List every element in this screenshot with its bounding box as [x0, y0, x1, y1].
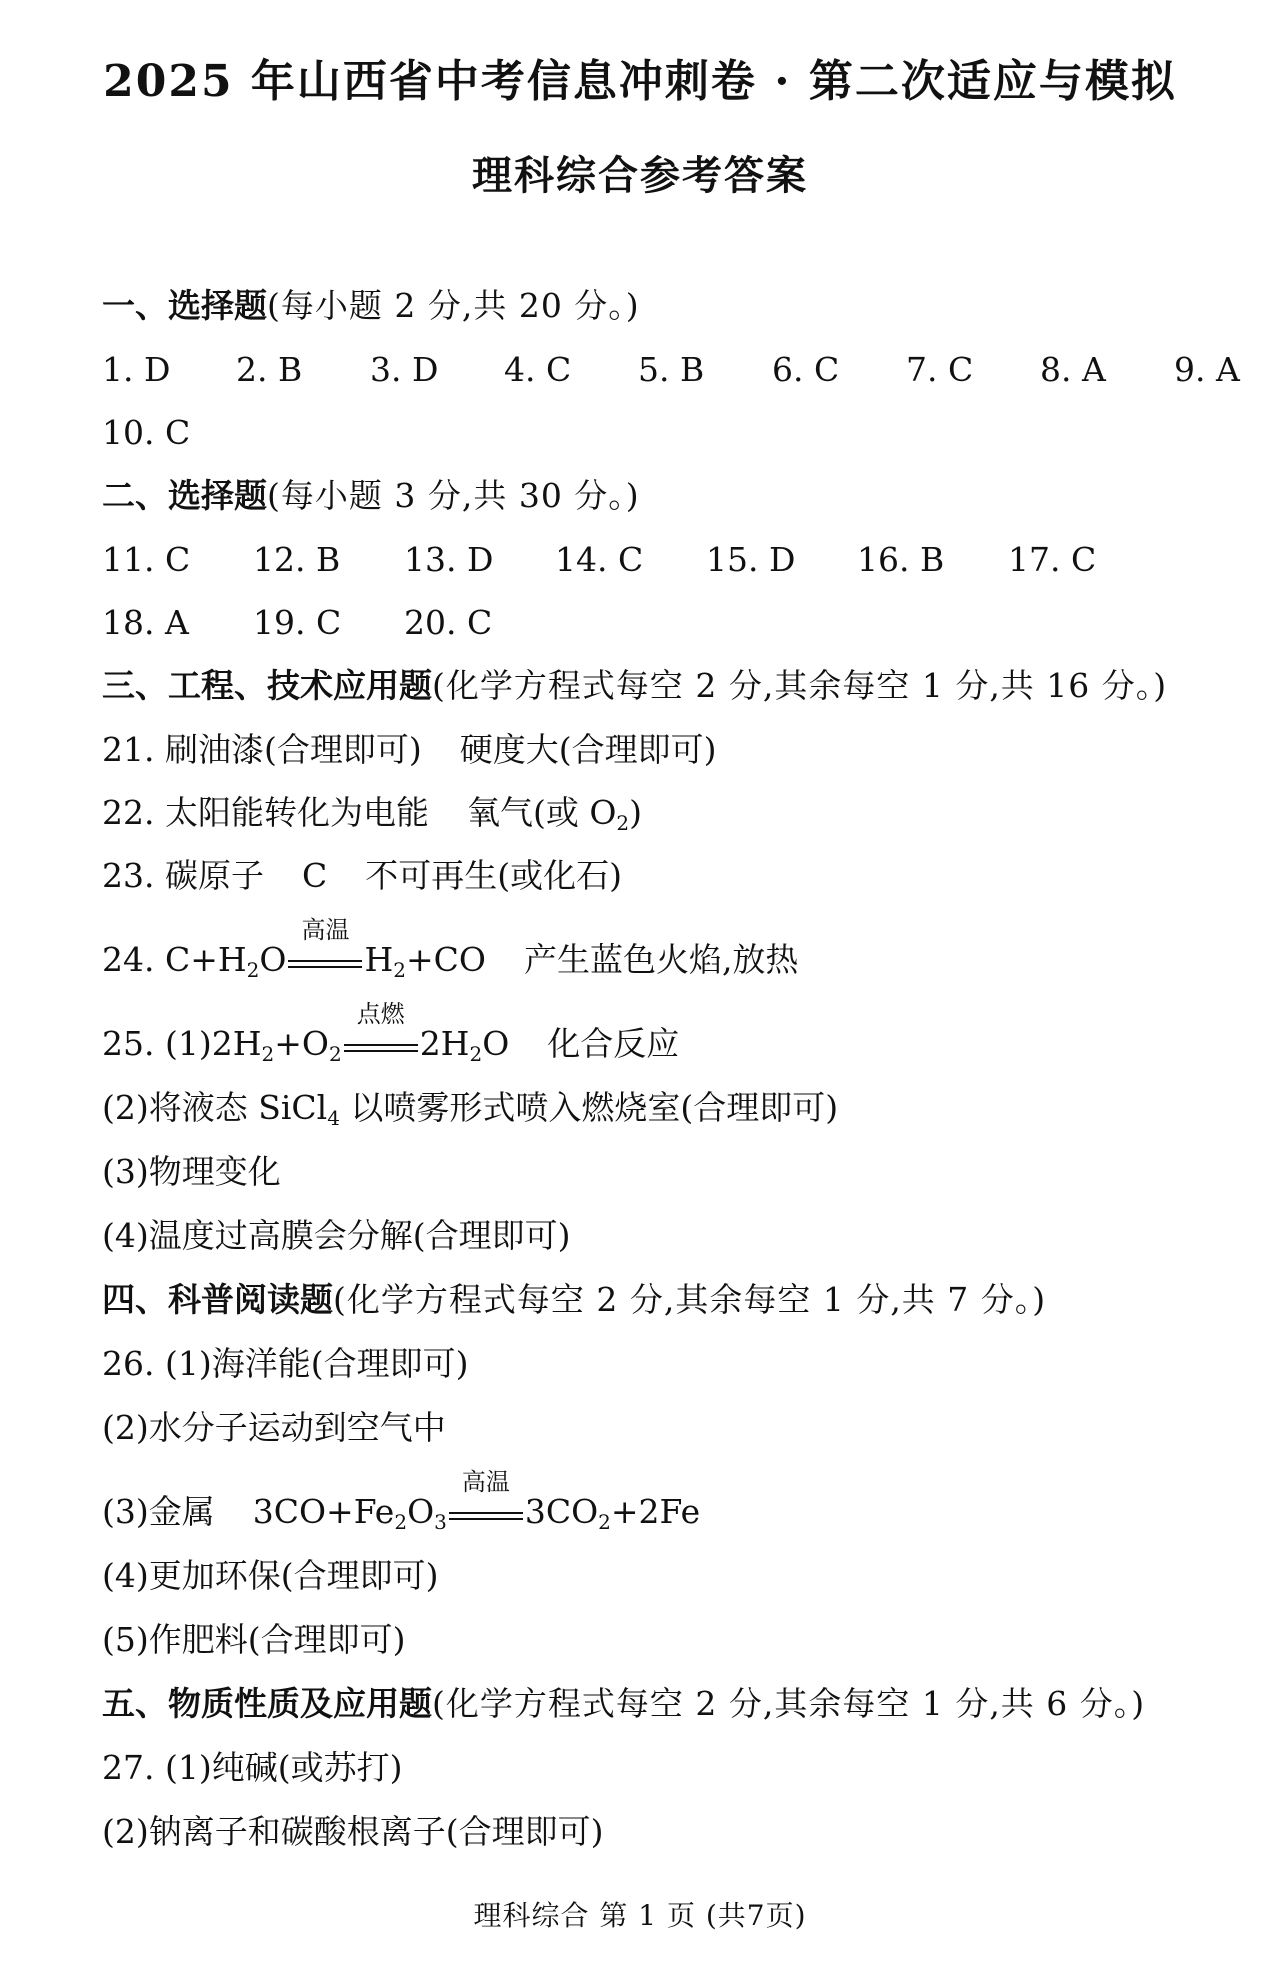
section-title: 三、工程、技术应用题 — [102, 666, 432, 705]
answer-26-4 — [102, 1546, 439, 1606]
choice-answer: 5. B — [638, 350, 705, 389]
answer-text: 26. (1)海洋能(合理即可) — [102, 1344, 469, 1383]
answer-text: 以喷雾形式喷入燃烧室(合理即可) — [339, 1088, 839, 1127]
subscript: 2 — [616, 811, 630, 835]
answer-21 — [102, 720, 716, 780]
section-4-heading — [102, 1270, 1046, 1330]
choice-answer: 17. C — [1008, 540, 1097, 579]
double-line — [344, 1044, 418, 1052]
answer-25-1 — [102, 1000, 680, 1074]
equation-text: O — [407, 1492, 435, 1531]
reaction-arrow — [447, 1468, 525, 1542]
answer-text: (2)将液态 SiCl — [102, 1088, 328, 1127]
equation-text: 3CO+Fe — [252, 1492, 395, 1531]
reaction-arrow — [342, 1000, 420, 1074]
answer-text: 21. 刷油漆(合理即可) — [102, 730, 422, 769]
subscript: 2 — [394, 1510, 408, 1534]
answer-text: (4)温度过高膜会分解(合理即可) — [102, 1216, 571, 1255]
subscript: 2 — [261, 1042, 275, 1066]
answer-22 — [102, 783, 642, 843]
answer-text: 22. 太阳能转化为电能 — [102, 793, 429, 832]
choice-answer: 14. C — [555, 540, 644, 579]
section-note: (每小题 2 分,共 20 分。) — [267, 286, 640, 325]
double-line — [288, 960, 362, 968]
choice-answer: 13. D — [404, 540, 494, 579]
equation-text: +2Fe — [610, 1492, 701, 1531]
choice-answer: 16. B — [857, 540, 945, 579]
answer-25-3 — [102, 1142, 281, 1202]
page-title: 2025 年山西省中考信息冲刺卷 · 第二次适应与模拟 — [103, 56, 1177, 107]
choice-answer: 19. C — [253, 603, 342, 642]
equation-text: 25. (1)2H — [102, 1024, 262, 1063]
answer-text: 23. 碳原子 — [102, 856, 264, 895]
section-title: 四、科普阅读题 — [102, 1280, 333, 1319]
subscript: 4 — [327, 1106, 340, 1130]
answer-27-1 — [102, 1738, 402, 1798]
answer-text: (2)钠离子和碳酸根离子(合理即可) — [102, 1812, 604, 1851]
section-title: 一、选择题 — [102, 286, 267, 325]
choice-answer: 12. B — [253, 540, 341, 579]
page-footer: 理科综合 第 1 页 (共7页) — [473, 1899, 807, 1932]
equation-text: 3CO — [524, 1492, 599, 1531]
choice-answer: 10. C — [102, 413, 191, 452]
equation-text: H — [364, 940, 394, 979]
answer-text: C — [301, 856, 328, 895]
subscript: 2 — [469, 1042, 483, 1066]
section-note: (化学方程式每空 2 分,其余每空 1 分,共 7 分。) — [333, 1280, 1047, 1319]
section-2-heading — [102, 466, 640, 526]
section-1-heading — [102, 276, 640, 336]
equation-text: +CO — [405, 940, 486, 979]
answer-27-2 — [102, 1802, 604, 1862]
choice-answer: 7. C — [906, 350, 974, 389]
answer-text: 氧气(或 O — [466, 793, 617, 832]
equation-text: O — [259, 940, 287, 979]
equation-text: +O — [274, 1024, 329, 1063]
reaction-condition: 高温 — [301, 916, 350, 944]
equation-text: O — [482, 1024, 510, 1063]
answer-text: (4)更加环保(合理即可) — [102, 1556, 439, 1595]
subscript: 2 — [246, 958, 260, 982]
section-note: (每小题 3 分,共 30 分。) — [267, 476, 640, 515]
choice-answer: 11. C — [102, 540, 191, 579]
subscript: 2 — [393, 958, 406, 982]
subscript: 2 — [598, 1510, 611, 1534]
subscript: 3 — [434, 1510, 447, 1534]
answer-text: 化合反应 — [547, 1024, 680, 1063]
section-title: 二、选择题 — [102, 476, 267, 515]
page-subtitle: 理科综合参考答案 — [472, 152, 808, 199]
answer-24 — [102, 916, 799, 990]
double-line — [449, 1512, 523, 1520]
answer-text: 产生蓝色火焰,放热 — [523, 940, 799, 979]
choice-answer: 20. C — [404, 603, 493, 642]
answer-text: 硬度大(合理即可) — [459, 730, 717, 769]
answer-text: (3)金属 — [102, 1492, 215, 1531]
choice-answer: 2. B — [236, 350, 303, 389]
section-title: 五、物质性质及应用题 — [102, 1684, 432, 1723]
answer-text: (2)水分子运动到空气中 — [102, 1408, 446, 1447]
answer-26-2 — [102, 1398, 446, 1458]
choice-answer: 1. D — [102, 350, 171, 389]
answer-26-3 — [102, 1468, 701, 1542]
answer-23 — [102, 846, 622, 906]
choice-answer: 9. A — [1174, 350, 1240, 389]
choice-answer: 3. D — [370, 350, 439, 389]
section-note: (化学方程式每空 2 分,其余每空 1 分,共 16 分。) — [432, 666, 1168, 705]
choice-answer: 8. A — [1040, 350, 1106, 389]
choice-answer: 15. D — [706, 540, 796, 579]
answer-text: ) — [629, 793, 643, 832]
reaction-condition: 点燃 — [356, 1000, 405, 1028]
subscript: 2 — [328, 1042, 342, 1066]
answer-text: 不可再生(或化石) — [365, 856, 622, 895]
reaction-condition: 高温 — [461, 1468, 510, 1496]
answer-25-2 — [102, 1078, 838, 1138]
reaction-arrow — [286, 916, 364, 990]
answer-26-1 — [102, 1334, 468, 1394]
answer-25-4 — [102, 1206, 571, 1266]
section-3-heading — [102, 656, 1167, 716]
section-note: (化学方程式每空 2 分,其余每空 1 分,共 6 分。) — [432, 1684, 1146, 1723]
choice-answer: 6. C — [772, 350, 840, 389]
choice-answer: 18. A — [102, 603, 189, 642]
equation-text: 2H — [419, 1024, 470, 1063]
equation-text: 24. C+H — [102, 940, 247, 979]
answer-26-5 — [102, 1610, 406, 1670]
answer-text: (3)物理变化 — [102, 1152, 281, 1191]
choice-answer: 4. C — [504, 350, 572, 389]
answer-text: (5)作肥料(合理即可) — [102, 1620, 406, 1659]
section-5-heading — [102, 1674, 1145, 1734]
answer-text: 27. (1)纯碱(或苏打) — [102, 1748, 403, 1787]
